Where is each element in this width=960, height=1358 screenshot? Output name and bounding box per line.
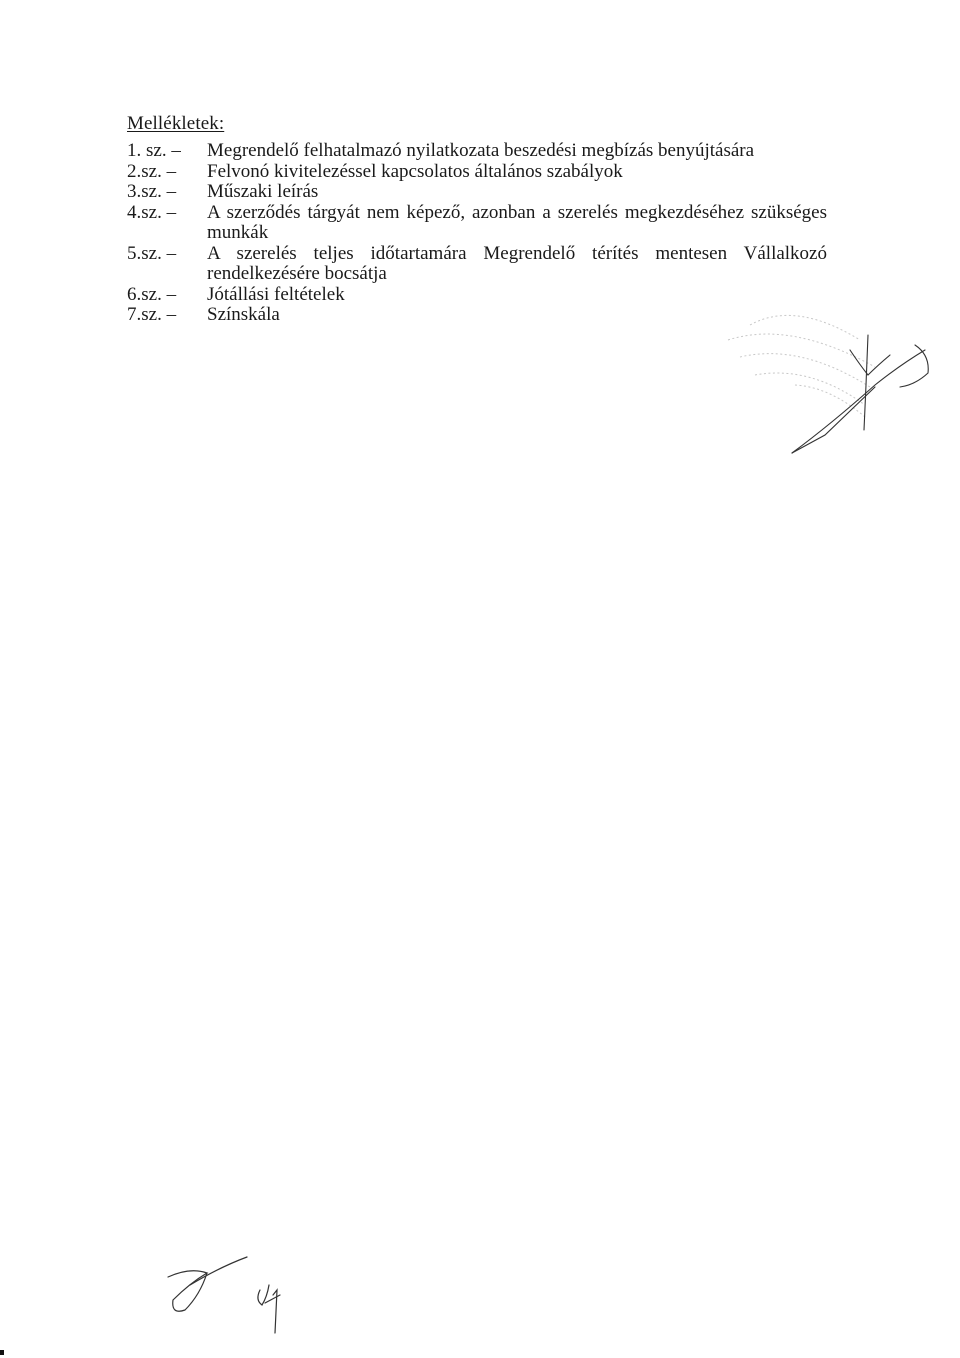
faint-stamp [728,315,875,417]
signature-strokes [792,335,928,453]
item-text: Megrendelő felhatalmazó nyilatkozata beszedési megbízás benyújtására [207,140,755,161]
list-item [127,182,827,203]
bottom-initials [165,1255,305,1335]
scan-mark [0,1350,4,1355]
item-number: 3.sz. – [127,181,177,202]
item-number: 7.sz. – [127,304,177,325]
item-number: 4.sz. – [127,201,177,223]
list-item [127,203,827,244]
list-item [127,141,827,162]
list-item [127,162,827,183]
item-text: Felvonó kivitelezéssel kapcsolatos általános szabályok [207,160,623,182]
item-number: 6.sz. – [127,283,177,305]
attachments-heading: Mellékletek: [127,113,225,134]
item-number: 5.sz. – [127,242,177,264]
stamp-signature [700,295,940,470]
item-text: A szerelés teljes időtartamára Megrendelő térítés mentesen Vállalkozó rendelkezésére bocsátja [207,242,827,284]
item-text: Színskála [207,304,280,325]
item-number: 2.sz. – [127,160,177,182]
list-item [127,244,827,285]
item-text: Jótállási feltételek [207,283,345,305]
item-number: 1. sz. – [127,140,181,161]
item-text: Műszaki leírás [207,181,319,202]
item-text: A szerződés tárgyát nem képező, azonban a szerelés megkezdéséhez szükséges munkák [207,201,827,243]
